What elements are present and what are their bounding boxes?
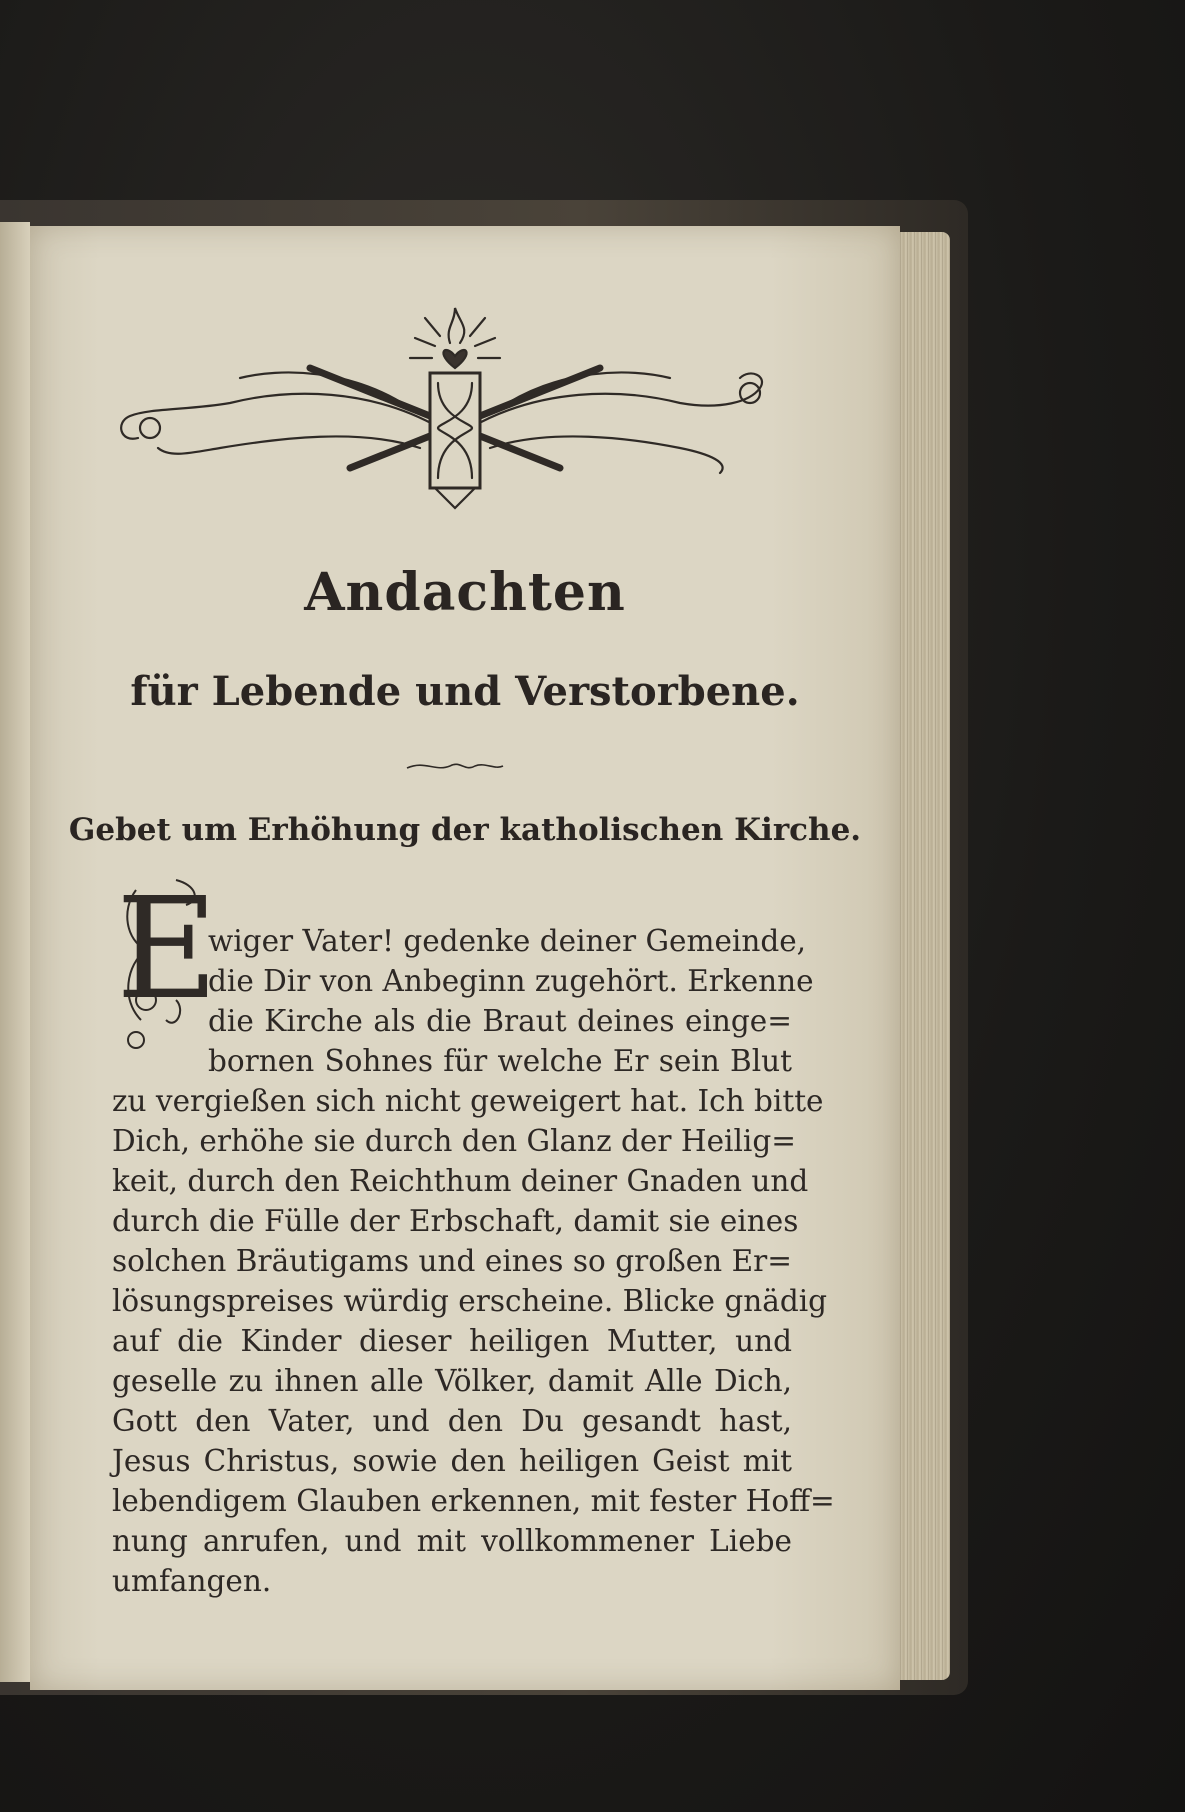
- text-line: die Kirche als die Braut deines einge=: [208, 1004, 792, 1038]
- text-line: nung anrufen, und mit vollkommener Liebe: [112, 1524, 792, 1558]
- text-line: wiger Vater! gedenke deiner Gemeinde,: [208, 924, 807, 958]
- left-page-edge: [0, 222, 30, 1682]
- prayer-heading: Gebet um Erhöhung der katholischen Kirche.: [68, 812, 862, 848]
- text-line: Dich, erhöhe sie durch den Glanz der Heilig=: [112, 1124, 796, 1158]
- text-line: lebendigem Glauben erkennen, mit fester Hoff=: [112, 1484, 835, 1518]
- text-line: solchen Bräutigams und eines so großen Er=: [112, 1244, 792, 1278]
- text-line: umfangen.: [112, 1564, 272, 1598]
- flourish-divider-icon: [405, 756, 505, 776]
- text-line: die Dir von Anbeginn zugehört. Erkenne: [208, 964, 814, 998]
- page-subtitle: für Lebende und Verstorbene.: [130, 668, 800, 715]
- page-title: Andachten: [304, 562, 626, 623]
- text-line: bornen Sohnes für welche Er sein Blut: [208, 1044, 792, 1078]
- text-line: lösungspreises würdig erscheine. Blicke gnädig: [112, 1284, 828, 1318]
- text-line: Gott den Vater, und den Du gesandt hast,: [112, 1404, 792, 1438]
- text-line: auf die Kinder dieser heiligen Mutter, und: [112, 1324, 792, 1358]
- drop-cap: E: [116, 868, 219, 1031]
- text-line: geselle zu ihnen alle Völker, damit Alle Dich,: [112, 1364, 792, 1398]
- text-line: keit, durch den Reichthum deiner Gnaden und: [112, 1164, 809, 1198]
- text-line: durch die Fülle der Erbschaft, damit sie eines: [112, 1204, 799, 1238]
- hourglass-heart-ornament-icon: [110, 298, 780, 518]
- text-line: Jesus Christus, sowie den heiligen Geist mit: [112, 1444, 792, 1478]
- text-line: zu vergießen sich nicht geweigert hat. Ich bitte: [112, 1084, 824, 1118]
